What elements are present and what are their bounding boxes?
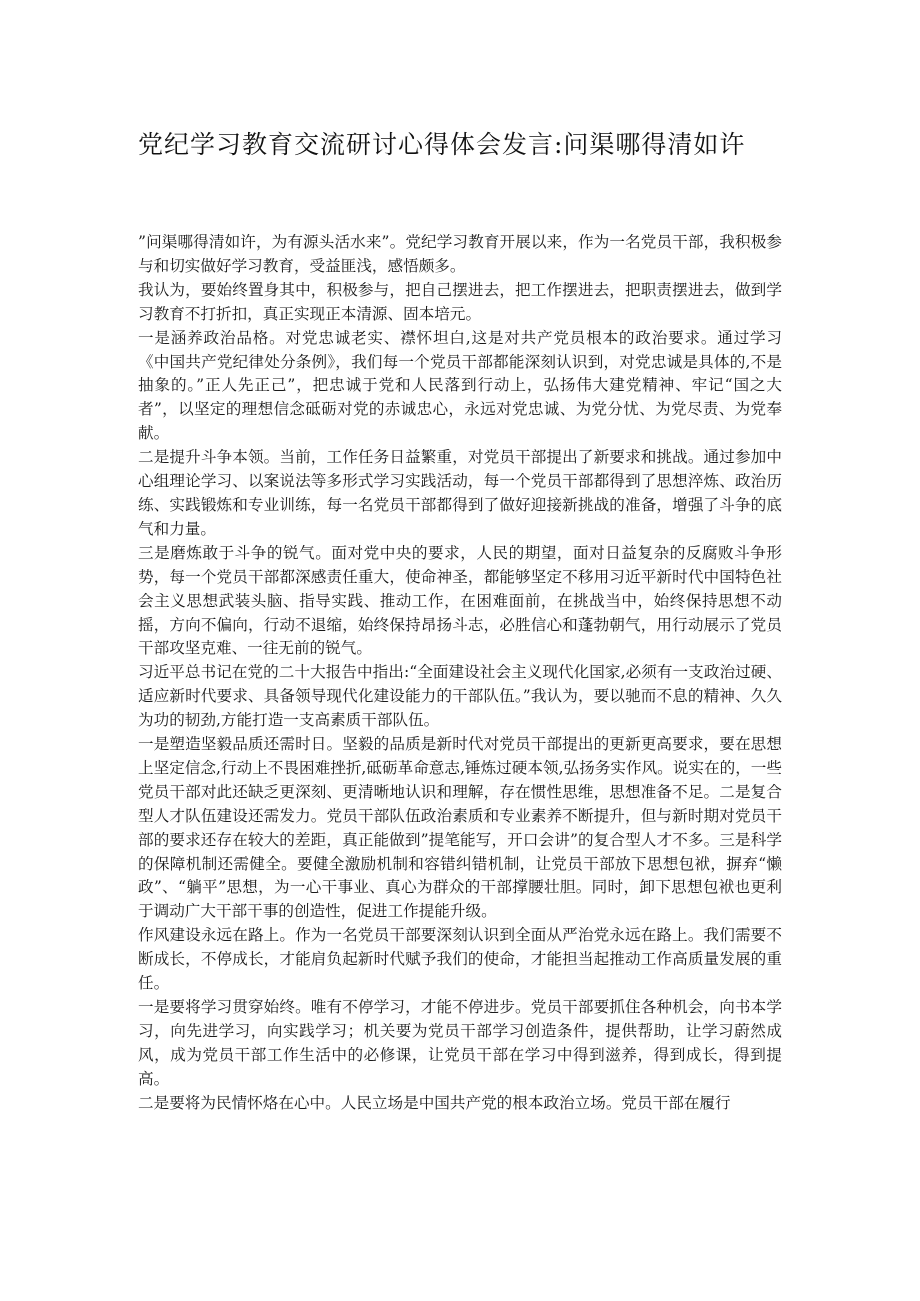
document-body: [138, 231, 782, 1116]
paragraph: 习近平总书记在党的二十大报告中指出:“全面建设社会主义现代化国家,必须有一支政治过硬、适应新时代要求、具备领导现代化建设能力的干部队伍。”我认为，要以驰而不息的精神、久久为功的韧劲,方能打造一支高素质干部队伍。: [138, 663, 782, 730]
document-title: 党纪学习教育交流研讨心得体会发言:问渠哪得清如许: [138, 130, 746, 159]
paragraph: 一是涵养政治品格。对党忠诚老实、襟怀坦白,这是对共产党员根本的政治要求。通过学习《中国共产党纪律处分条例》，我们每一个党员干部都能深刻认识到，对党忠诚是具体的,不是抽象的。”正人先正己”，把忠诚于党和人民落到行动上，弘扬伟大建党精神、牢记“国之大者”，以坚定的理想信念砥砺对党的赤诚忠心，永远对党忠诚、为党分忧、为党尽责、为党奉献。: [138, 328, 782, 443]
paragraph: 三是磨炼敢于斗争的锐气。面对党中央的要求，人民的期望，面对日益复杂的反腐败斗争形势，每一个党员干部都深感责任重大，使命神圣，都能够坚定不移用习近平新时代中国特色社会主义思想武装头脑、指导实践、推动工作，在困难面前，在挑战当中，始终保持思想不动摇，方向不偏向，行动不退缩，始终保持昂扬斗志，必胜信心和蓬勃朝气，用行动展示了党员干部攻坚克难、一往无前的锐气。: [138, 543, 782, 658]
paragraph: 作风建设永远在路上。作为一名党员干部要深刻认识到全面从严治党永远在路上。我们需要不断成长，不停成长，才能肩负起新时代赋予我们的使命，才能担当起推动工作高质量发展的重任。: [138, 926, 782, 993]
paragraph: 二是提升斗争本领。当前，工作任务日益繁重，对党员干部提出了新要求和挑战。通过参加中心组理论学习、以案说法等多形式学习实践活动，每一个党员干部都得到了思想淬炼、政治历练、实践锻炼和专业训练，每一名党员干部都得到了做好迎接新挑战的准备，增强了斗争的底气和力量。: [138, 448, 782, 538]
paragraph: 一是塑造坚毅品质还需时日。坚毅的品质是新时代对党员干部提出的更新更高要求，要在思想上坚定信念,行动上不畏困难挫折,砥砺革命意志,锤炼过硬本领,弘扬务实作风。说实在的，一些党员干部对此还缺乏更深刻、更清晰地认识和理解，存在惯性思维，思想准备不足。二是复合型人才队伍建设还需发力。党员干部队伍政治素质和专业素养不断提升，但与新时期对党员干部的要求还存在较大的差距，真正能做到”提笔能写，开口会讲”的复合型人才不多。三是科学的保障机制还需健全。要健全激励机制和容错纠错机制，让党员干部放下思想包袱，摒弃“懒政”、“躺平”思想，为一心干事业、真心为群众的干部撑腰壮胆。同时，卸下思想包袱也更利于调动广大干部干事的创造性，促进工作提能升级。: [138, 735, 782, 921]
paragraph: 二是要将为民情怀烙在心中。人民立场是中国共产党的根本政治立场。党员干部在履行: [138, 1093, 731, 1112]
paragraph: ”问渠哪得清如许，为有源头活水来”。党纪学习教育开展以来，作为一名党员干部，我积极参与和切实做好学习教育，受益匪浅，感悟颇多。: [138, 233, 782, 275]
paragraph: 我认为，要始终置身其中，积极参与，把自己摆进去，把工作摆进去，把职责摆进去，做到学习教育不打折扣，真正实现正本清源、固本培元。: [138, 280, 782, 323]
paragraph: 一是要将学习贯穿始终。唯有不停学习，才能不停进步。党员干部要抓住各种机会，向书本学习，向先进学习，向实践学习；机关要为党员干部学习创造条件，提供帮助，让学习蔚然成风，成为党员干部工作生活中的必修课，让党员干部在学习中得到滋养，得到成长，得到提高。: [138, 998, 782, 1088]
